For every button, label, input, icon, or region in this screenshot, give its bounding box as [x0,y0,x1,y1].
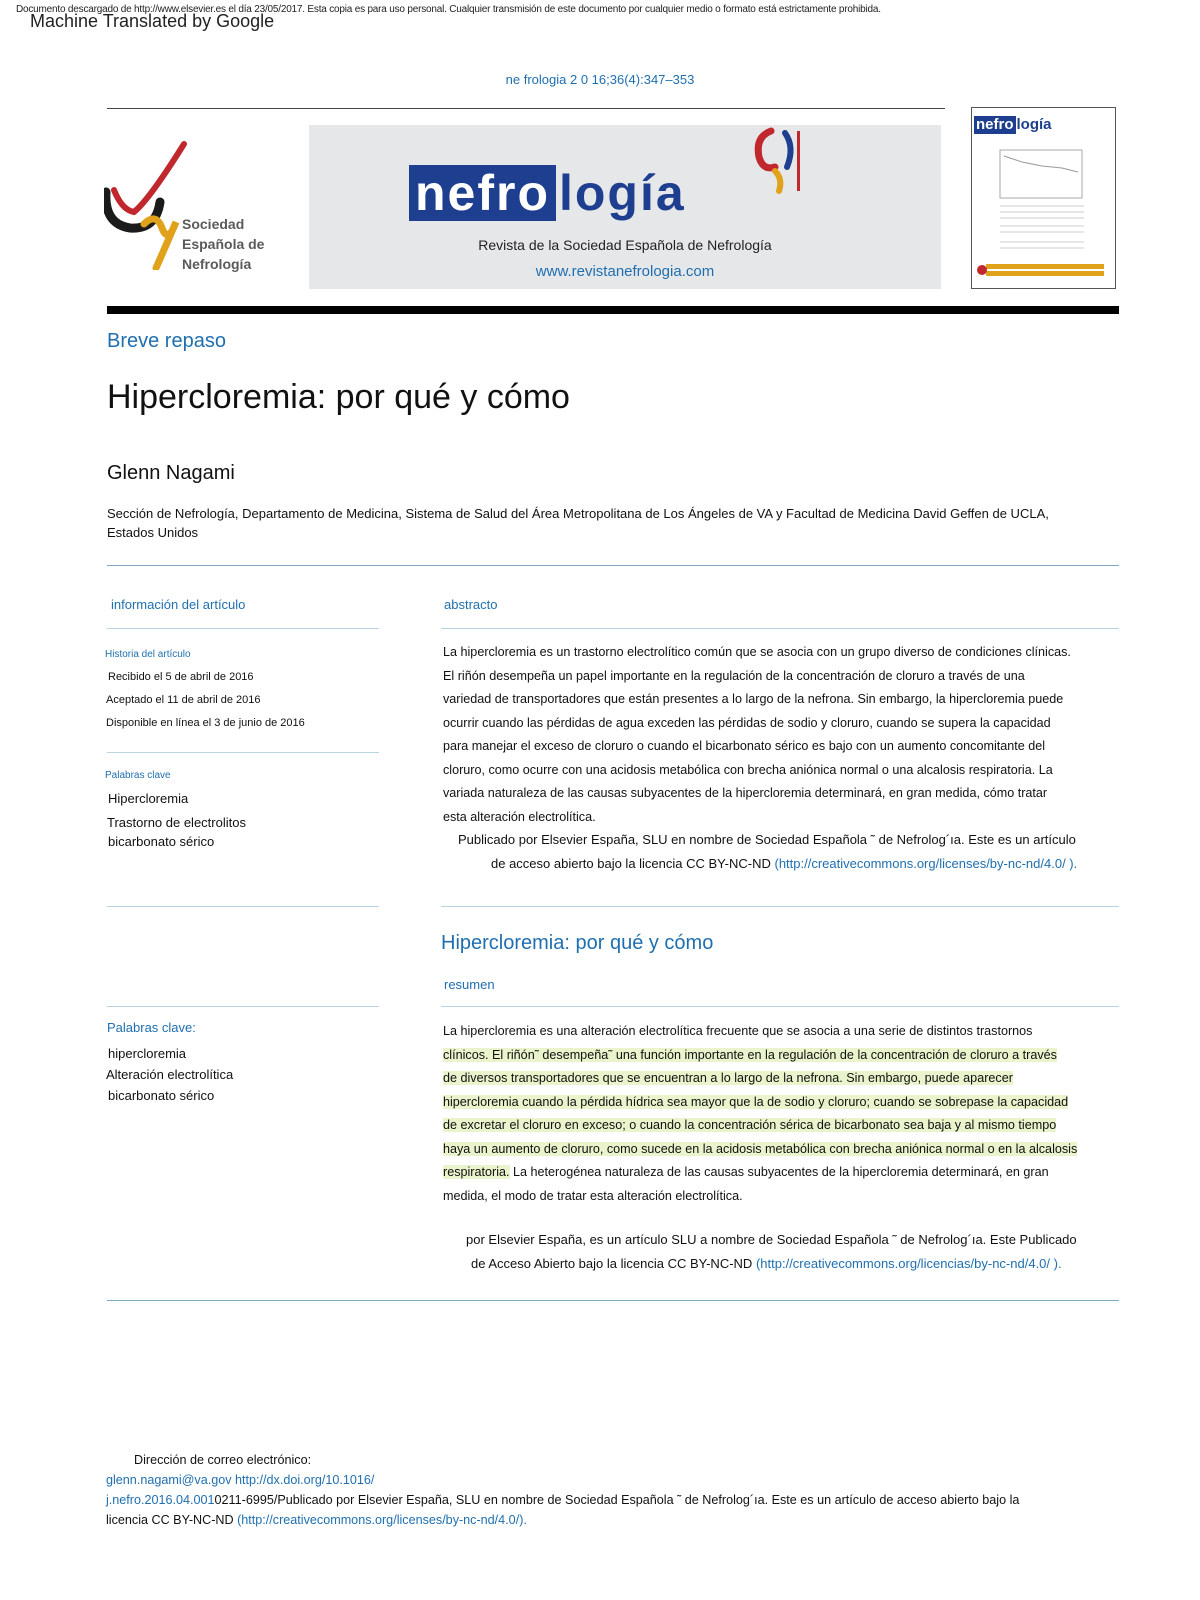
abstract-license-text: de acceso abierto bajo la licencia CC BY-NC-ND [491,856,771,871]
article-info-heading: información del artículo [111,597,246,612]
resumen-line-highlighted: de diversos transportadores que se encuentran a lo largo de la nefrona. Sin embargo, puede aparecer [443,1071,1013,1085]
article-title: Hipercloremia: por qué y cómo [107,378,570,416]
footer-doi-line [106,1490,1019,1510]
abstract-line: El riñón desempeña un papel importante en la regulación de la concentración de cloruro a través de una [443,668,1025,683]
article-author: Glenn Nagami [107,462,235,484]
abstract-line: variada naturaleza de las causas subyacentes de la hipercloremia determinará, en gran medida, cómo tratar [443,786,1048,800]
resumen-body [443,1020,1133,1208]
doi-link-cont[interactable]: j.nefro.2016.04.001 [106,1493,215,1507]
abstract-line: para manejar el exceso de cloruro o cuando el bicarbonato sérico es bajo con un aumento concomitante del [443,739,1046,753]
journal-cover-thumbnail [971,107,1116,289]
wordmark-boxed: nefro [409,165,556,221]
online-date: Disponible en línea el 3 de junio de 2016 [106,717,305,729]
journal-subtitle: Revista de la Sociedad Española de Nefrología [478,237,772,253]
machine-translated-label: Machine Translated by Google [30,11,275,31]
cover-wordmark-rest: logía [1016,116,1052,133]
abstract-line: La hipercloremia es un trastorno electrolítico común que se asocia con un grupo diverso de condiciones clínicas. [443,645,1071,659]
resumen-info-rule [107,1006,379,1007]
footer-license-line [106,1510,527,1530]
resumen-line-highlighted: de excretar el cloruro en exceso; o cuando la concentración sérica de bicarbonato sea baja y al mismo tiempo [443,1118,1057,1132]
journal-wordmark [409,165,686,221]
resumen-license-link[interactable]: (http://creativecommons.org/licencias/by-nc-nd/4.0/ ). [755,1256,1062,1271]
society-name [182,214,264,274]
title-block-rule [107,565,1119,566]
resumen-keyword-item: Alteración electrolítica [106,1067,234,1082]
author-email-link[interactable]: glenn.nagami@va.gov [106,1473,232,1487]
cover-wordmark-boxed: nefro [976,116,1014,133]
abstract-rule [441,628,1119,629]
footer-email-doi [106,1470,374,1490]
abstract-license-line2 [491,856,1077,871]
resumen-keyword-item: hipercloremia [108,1046,187,1061]
society-name-line2: Española de [182,236,265,252]
footer-issn-publisher: 0211-6995/Publicado por Elsevier España, SLU en nombre de Sociedad Española ˜ de Nefrolog´ıa. Este es un artículo de acceso abierto bajo la [214,1493,1020,1507]
abstract-line: cloruro, como ocurre con una acidosis metabólica con brecha aniónica normal o una alcalosis respiratoria. La [443,762,1053,777]
journal-url-link[interactable]: www.revistanefrologia.com [535,263,715,280]
wordmark-rest: logía [559,165,686,221]
resumen-highlight-fragment: respiratoria. [443,1165,510,1179]
keyword-item: Hipercloremia [108,791,189,806]
doi-link[interactable]: http://dx.doi.org/10.1016/ [235,1473,375,1487]
header-rule [107,108,945,109]
resumen-title: Hipercloremia: por qué y cómo [441,932,714,954]
download-notice: Documento descargado de http://www.elsevier.es el día 23/05/2017. Esta copia es para uso personal. Cualquier transmisión de este documento por cualquier medio o formato está estrictamente prohibida. [16,4,881,15]
abstract-body [443,641,1123,829]
resumen-keywords-heading: Palabras clave: [107,1020,196,1035]
resumen-license-line2 [471,1256,1062,1271]
footer-license-link[interactable]: (http://creativecommons.org/licenses/by-nc-nd/4.0/). [237,1513,527,1527]
resumen-line: La hipercloremia es una alteración electrolítica frecuente que se asocia a una serie de distintos trastornos [443,1024,1033,1038]
masthead-thick-rule [107,306,1119,314]
abstract-line: variedad de transportadores que están presentes a lo largo de la nefrona. Sin embargo, la hipercloremia puede [443,692,1064,706]
author-affiliation: Sección de Nefrología, Departamento de Medicina, Sistema de Salud del Área Metropolitana de Los Ángeles de VA y Facultad de Medicina David Geffen de UCLA, Estados Unidos [107,506,1049,540]
abstract-license-line1: Publicado por Elsevier España, SLU en nombre de Sociedad Española ˜ de Nefrolog´ıa. Este es un artículo [458,832,1076,847]
content-bottom-rule [107,1300,1119,1301]
abstract-line: ocurrir cuando las pérdidas de agua exceden las pérdidas de sodio y cloruro, cuando se supera la capacidad [443,715,1051,730]
abstract-license-link[interactable]: (http://creativecommons.org/licenses/by-nc-nd/4.0/ ). [774,856,1078,871]
abstract-heading: abstracto [444,597,498,612]
resumen-line-highlighted: hipercloremia cuando la pérdida hídrica sea mayor que la de sodio y cloruro; cuando se sobrepase la capacidad [443,1094,1069,1109]
resumen-keyword-item: bicarbonato sérico [108,1088,215,1103]
received-date: Recibido el 5 de abril de 2016 [108,671,254,683]
society-name-line1: Sociedad [182,216,245,232]
resumen-heading: resumen [444,977,495,992]
accepted-date: Aceptado el 11 de abril de 2016 [106,694,261,706]
cover-wordmark [974,116,1052,134]
abstract-line: esta alteración electrolítica. [443,809,596,824]
footer-license-text: licencia CC BY-NC-ND [106,1513,234,1527]
article-history-heading: Historia del artículo [105,649,191,660]
resumen-line: medida, el modo de tratar esta alteración electrolítica. [443,1188,743,1203]
resumen-license-line1: por Elsevier España, es un artículo SLU a nombre de Sociedad Española ˜ de Nefrolog´ıa. Este Publicado [466,1232,1077,1247]
keyword-item: Trastorno de electrolitos [107,815,246,830]
article-section-type: Breve repaso [107,330,226,352]
kidney-figure-icon [749,127,809,197]
article-info-rule [107,628,379,629]
resumen-line-highlighted: clínicos. El riñón˜ desempeña˜ una función importante en la regulación de la concentración de cloruro a través [443,1047,1057,1062]
resumen-license-text: de Acceso Abierto bajo la licencia CC BY-NC-ND [471,1256,753,1271]
keyword-item: bicarbonato sérico [108,834,215,849]
journal-citation[interactable]: ne frologia 2 0 16;36(4):347–353 [505,72,695,87]
history-rule [107,752,379,753]
resumen-line-rest: La heterogénea naturaleza de las causas subyacentes de la hipercloremia determinará, en gran [509,1165,1049,1179]
email-label: Dirección de correo electrónico: [134,1453,312,1467]
society-name-line3: Nefrología [182,256,252,272]
resumen-line-highlighted: haya un aumento de cloruro, como sucede en la acidosis metabólica con brecha aniónica normal o en la alcalosis [443,1141,1078,1156]
cover-content-icon [972,142,1115,286]
abstract-bottom-rule [441,906,1119,907]
keywords-heading: Palabras clave [105,770,171,781]
resumen-rule [441,1006,1119,1007]
info-bottom-rule [107,906,379,907]
journal-banner [309,125,941,289]
